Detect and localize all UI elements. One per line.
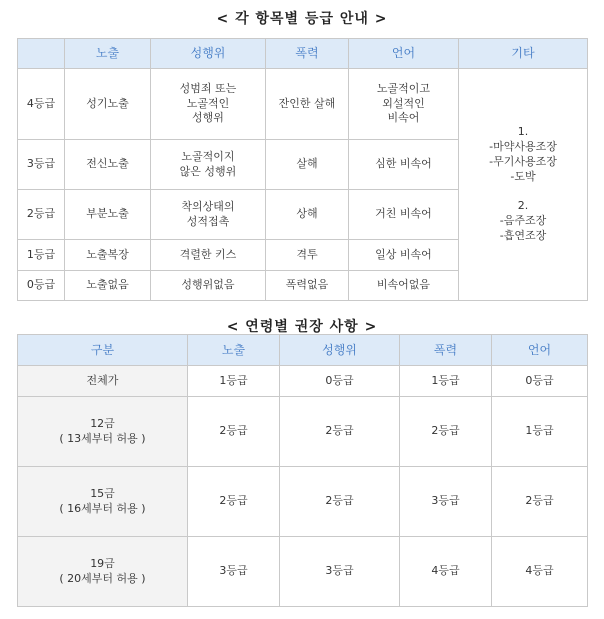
exposure-cell: 3등급 (188, 537, 280, 607)
language-cell: 4등급 (492, 537, 588, 607)
sexual-cell: 2등급 (280, 397, 400, 467)
header-row (18, 39, 588, 69)
violence-cell: 살해 (266, 140, 349, 190)
exposure-cell: 노출없음 (65, 271, 151, 301)
grade-label: 1등급 (18, 240, 65, 271)
exposure-cell: 2등급 (188, 467, 280, 537)
language-cell: 거친 비속어 (349, 190, 459, 240)
sexual-cell: 성범죄 또는 노골적인 성행위 (151, 69, 266, 140)
exposure-cell: 노출복장 (65, 240, 151, 271)
table-row (18, 467, 588, 537)
header-violence: 폭력 (400, 335, 492, 366)
violence-cell: 폭력없음 (266, 271, 349, 301)
sexual-cell: 성행위없음 (151, 271, 266, 301)
table-row (18, 537, 588, 607)
language-cell: 비속어없음 (349, 271, 459, 301)
exposure-cell: 전신노출 (65, 140, 151, 190)
grade-label: 0등급 (18, 271, 65, 301)
header-blank (18, 39, 65, 69)
exposure-cell: 성기노출 (65, 69, 151, 140)
age-label: 15금 ( 16세부터 허용 ) (18, 467, 188, 537)
header-language: 언어 (349, 39, 459, 69)
table-row (18, 69, 588, 140)
age-label: 19금 ( 20세부터 허용 ) (18, 537, 188, 607)
header-violence: 폭력 (266, 39, 349, 69)
grade-label: 2등급 (18, 190, 65, 240)
violence-cell: 4등급 (400, 537, 492, 607)
sexual-cell: 3등급 (280, 537, 400, 607)
header-language: 언어 (492, 335, 588, 366)
violence-cell: 격투 (266, 240, 349, 271)
language-cell: 2등급 (492, 467, 588, 537)
header-etc: 기타 (459, 39, 588, 69)
header-sexual: 성행위 (151, 39, 266, 69)
sexual-cell: 착의상태의 성적접촉 (151, 190, 266, 240)
language-cell: 일상 비속어 (349, 240, 459, 271)
language-cell: 1등급 (492, 397, 588, 467)
exposure-cell: 부분노출 (65, 190, 151, 240)
etc-cell: 1. -마약사용조장 -무기사용조장 -도박 2. -음주조장 -흡연조장 (459, 69, 588, 301)
grade-label: 4등급 (18, 69, 65, 140)
sexual-cell: 0등급 (280, 366, 400, 397)
age-label: 12금 ( 13세부터 허용 ) (18, 397, 188, 467)
age-guide-title: < 연령별 권장 사항 > (226, 319, 378, 335)
header-exposure: 노출 (65, 39, 151, 69)
header-exposure: 노출 (188, 335, 280, 366)
language-cell: 노골적이고 외설적인 비속어 (349, 69, 459, 140)
violence-cell: 잔인한 살해 (266, 69, 349, 140)
sexual-cell: 2등급 (280, 467, 400, 537)
language-cell: 심한 비속어 (349, 140, 459, 190)
header-category: 구분 (18, 335, 188, 366)
table-row (18, 366, 588, 397)
exposure-cell: 2등급 (188, 397, 280, 467)
age-guide-table (17, 334, 588, 607)
age-label: 전체가 (18, 366, 188, 397)
header-sexual: 성행위 (280, 335, 400, 366)
language-cell: 0등급 (492, 366, 588, 397)
grade-guide-table (17, 38, 588, 301)
violence-cell: 2등급 (400, 397, 492, 467)
grade-label: 3등급 (18, 140, 65, 190)
sexual-cell: 격렬한 키스 (151, 240, 266, 271)
exposure-cell: 1등급 (188, 366, 280, 397)
table-row (18, 397, 588, 467)
violence-cell: 상해 (266, 190, 349, 240)
grade-guide-title: < 각 항목별 등급 안내 > (216, 11, 388, 27)
violence-cell: 3등급 (400, 467, 492, 537)
header-row (18, 335, 588, 366)
violence-cell: 1등급 (400, 366, 492, 397)
sexual-cell: 노골적이지 않은 성행위 (151, 140, 266, 190)
